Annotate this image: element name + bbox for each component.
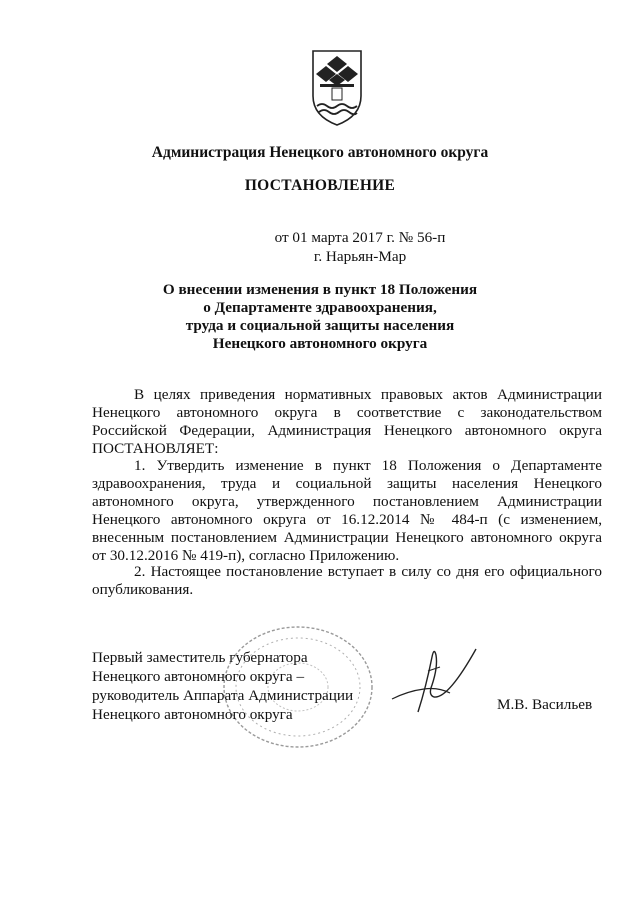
document-city: г. Нарьян-Мар (313, 248, 407, 265)
position-line: Первый заместитель губернатора (92, 649, 308, 666)
position-line: руководитель Аппарата Администрации (92, 687, 354, 704)
text-line: опубликования. (92, 581, 194, 598)
title-line: о Департаменте здравоохранения, (203, 299, 437, 316)
item-2-paragraph (92, 563, 602, 599)
signatory-name: М.В. Васильев (497, 696, 593, 713)
handwritten-signature (388, 637, 478, 717)
text-line: Ненецкого автономного округа от 16.12.2014 № 484-п (с изменением, (92, 511, 602, 528)
document-date: от 01 марта 2017 г. № 56-п (274, 229, 446, 246)
text-line: Российской Федерации, Администрация Ненецкого автономного округа (92, 422, 602, 439)
signatory-position (92, 648, 353, 724)
text-line: ПОСТАНОВЛЯЕТ: (92, 440, 219, 457)
title-line: Ненецкого автономного округа (212, 335, 428, 352)
position-line: Ненецкого автономного округа – (92, 668, 305, 685)
document-type: ПОСТАНОВЛЕНИЕ (244, 177, 396, 194)
preamble-paragraph (92, 386, 602, 458)
text-line: внесенным постановлением Администрации Ненецкого автономного округа (92, 529, 602, 546)
position-line: Ненецкого автономного округа (92, 706, 293, 723)
text-line: В целях приведения нормативных правовых актов Администрации (134, 386, 602, 403)
item-1-paragraph (92, 457, 602, 565)
text-line: Ненецкого автономного округа в соответствие с законодательством (92, 404, 602, 421)
coat-of-arms-icon (310, 48, 364, 128)
text-line: от 30.12.2016 № 419-п), согласно Приложению. (92, 547, 400, 564)
text-line: автономного округа, утвержденного постановлением Администрации (92, 493, 602, 510)
text-line: здравоохранения, труда и социальной защиты населения Ненецкого (92, 475, 602, 492)
text-line: 1. Утвердить изменение в пункт 18 Положения о Департаменте (134, 457, 602, 474)
title-line: труда и социальной защиты населения (185, 317, 455, 334)
document-title (0, 281, 640, 353)
text-line: 2. Настоящее постановление вступает в силу со дня его официального (134, 563, 602, 580)
title-line: О внесении изменения в пункт 18 Положения (162, 281, 478, 298)
organization-title: Администрация Ненецкого автономного округа (151, 144, 489, 161)
